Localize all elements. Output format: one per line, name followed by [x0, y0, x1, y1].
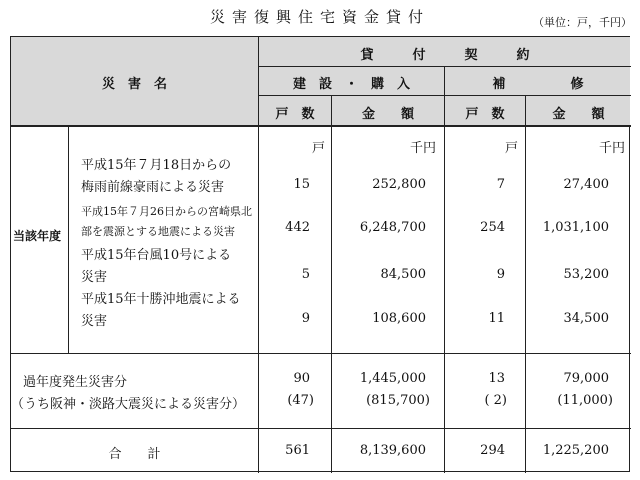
row-4-bp-amount: 108,600	[372, 311, 426, 326]
past-rp-units-sub: ( 2)	[484, 393, 507, 408]
header-amount: 金 額	[361, 107, 414, 122]
row-1-rp-amount: 27,400	[563, 177, 609, 192]
unit-units: 戸	[311, 141, 325, 156]
row-4-rp-units: 11	[488, 311, 505, 326]
row-2-bp-amount: 6,248,700	[359, 220, 426, 235]
unit-amount: 千円	[409, 141, 436, 156]
row-1-bp-units: 15	[293, 177, 310, 192]
past-rp-amount-sub: (11,000)	[557, 393, 613, 408]
row-2-bp-units: 442	[285, 220, 310, 235]
past-rp-units: 13	[488, 371, 505, 386]
row-3-name-line1: 平成15年台風10号による	[81, 248, 232, 263]
row-2-rp-amount: 1,031,100	[542, 220, 609, 235]
row-3-bp-amount: 84,500	[380, 267, 426, 282]
loan-table	[10, 36, 630, 472]
unit-units-repair: 戸	[504, 141, 518, 156]
row-2-name-line1: 平成15年７月26日からの宮崎県北	[81, 205, 252, 218]
total-rp-units: 294	[480, 443, 505, 458]
row-1-bp-amount: 252,800	[372, 177, 426, 192]
total-label: 合 計	[108, 447, 161, 462]
row-1-name-line2: 梅雨前線豪雨による災害	[81, 180, 225, 195]
header-repair: 補 修	[492, 77, 584, 92]
current-year-label: 当該年度	[13, 229, 62, 243]
row-1-rp-units: 7	[496, 177, 505, 192]
row-4-bp-units: 9	[301, 311, 310, 326]
page-title: 災害復興住宅資金貸付	[209, 8, 430, 26]
row-2-name-line2: 部を震源とする地震による災害	[81, 225, 235, 238]
past-rp-amount: 79,000	[563, 371, 609, 386]
past-bp-amount-sub: (815,700)	[366, 393, 430, 408]
row-3-bp-units: 5	[301, 267, 310, 282]
unit-amount-repair: 千円	[598, 141, 625, 156]
header-build-purchase: 建 設 ・ 購 入	[292, 77, 410, 92]
row-3-rp-units: 9	[496, 267, 505, 282]
total-bp-units: 561	[285, 443, 310, 458]
past-bp-units: 90	[293, 371, 310, 386]
row-4-name-line1: 平成15年十勝沖地震による	[81, 292, 241, 307]
total-rp-amount: 1,225,200	[542, 443, 609, 458]
past-name-line1: 過年度発生災害分	[23, 375, 128, 390]
header-loan-contract: 貸 付 契 約	[360, 48, 530, 63]
row-3-rp-amount: 53,200	[563, 267, 609, 282]
row-3-name-line2: 災害	[81, 270, 108, 285]
header-disaster-name: 災 害 名	[101, 77, 167, 92]
row-2-rp-units: 254	[480, 220, 505, 235]
row-4-name-line2: 災害	[81, 314, 108, 329]
row-1-name-line1: 平成15年７月18日からの	[81, 158, 232, 173]
past-bp-units-sub: (47)	[287, 393, 314, 408]
row-4-rp-amount: 34,500	[563, 311, 609, 326]
header-amount-repair: 金 額	[552, 107, 605, 122]
header-units-repair: 戸 数	[465, 107, 505, 122]
past-name-line2: （うち阪神・淡路大震災による災害分）	[11, 397, 246, 412]
header-units: 戸 数	[275, 107, 315, 122]
unit-note: （単位：戸，千円）	[533, 16, 632, 29]
total-bp-amount: 8,139,600	[359, 443, 426, 458]
past-bp-amount: 1,445,000	[359, 371, 426, 386]
